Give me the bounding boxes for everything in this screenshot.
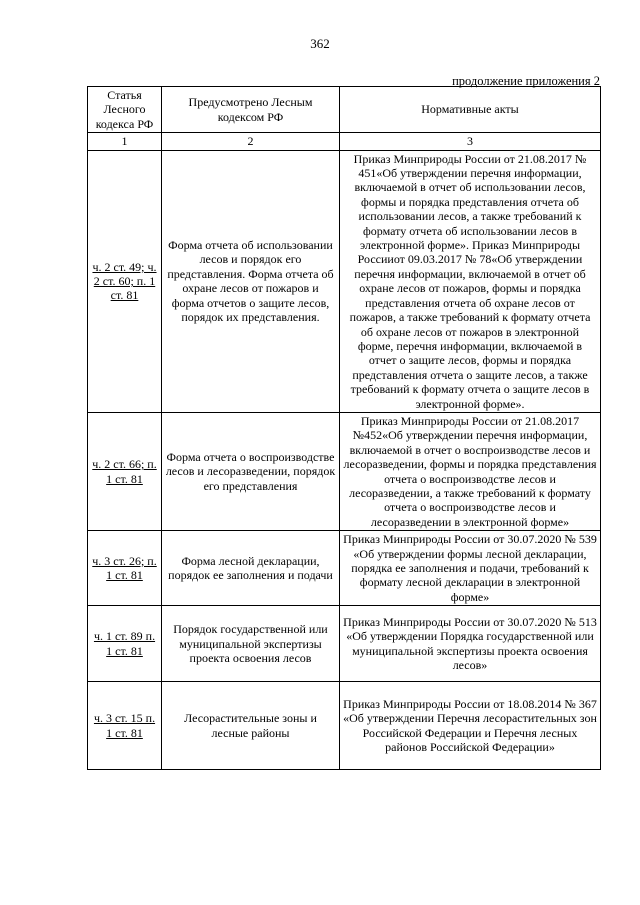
table-row xyxy=(88,682,601,770)
column-number: 2 xyxy=(162,133,340,150)
article-cell: ч. 3 ст. 26; п. 1 ст. 81 xyxy=(88,531,162,606)
continuation-label: продолжение приложения 2 xyxy=(452,74,600,88)
table-row xyxy=(88,150,601,412)
page-number: 362 xyxy=(310,36,330,51)
column-number: 3 xyxy=(340,133,601,150)
acts-cell: Приказ Минприроды России от 30.07.2020 № 513 «Об утверждении Порядка государственной или муниципальной экспертизы проекта освоения лесов» xyxy=(340,606,601,682)
provided-cell: Порядок государственной или муниципальной экспертизы проекта освоения лесов xyxy=(162,606,340,682)
table-row xyxy=(88,412,601,530)
table-header-row xyxy=(88,87,601,133)
column-number-row xyxy=(88,133,601,150)
acts-cell: Приказ Минприроды России от 18.08.2014 № 367 «Об утверждении Перечня лесорастительных зон Российской Федерации и Перечня лесных районов Российской Федерации» xyxy=(340,682,601,770)
provided-cell: Лесорастительные зоны и лесные районы xyxy=(162,682,340,770)
article-cell: ч. 3 ст. 15 п. 1 ст. 81 xyxy=(88,682,162,770)
table-row xyxy=(88,531,601,606)
article-cell: ч. 2 ст. 66; п. 1 ст. 81 xyxy=(88,412,162,530)
acts-cell: Приказ Минприроды России от 30.07.2020 № 539 «Об утверждении формы лесной декларации, порядка ее заполнения и подачи, требований к формату лесной декларации в электронной форме» xyxy=(340,531,601,606)
header-article: Статья Лесного кодекса РФ xyxy=(88,87,162,133)
article-cell: ч. 1 ст. 89 п. 1 ст. 81 xyxy=(88,606,162,682)
header-provided: Предусмотрено Лесным кодексом РФ xyxy=(162,87,340,133)
provided-cell: Форма отчета об использовании лесов и порядок его представления. Форма отчета об охране лесов от пожаров и форма отчетов о защите лесов, порядок их представления. xyxy=(162,150,340,412)
header-acts: Нормативные акты xyxy=(340,87,601,133)
table-row xyxy=(88,606,601,682)
provided-cell: Форма лесной декларации, порядок ее заполнения и подачи xyxy=(162,531,340,606)
acts-cell: Приказ Минприроды России от 21.08.2017 № 451«Об утверждении перечня информации, включаемой в отчет об использовании лесов, формы и порядка представления отчета об использовании лесов, а также требований к формату отчета об использовании лесов в электронной форме». Приказ Минприроды Россииот 09.03.2017 № 78«Об утверждении перечня информации, включаемой в отчет об охране лесов от пожаров, формы и порядка представления отчета об охране лесов от пожаров, а также требований к формату отчета об охране лесов от пожаров в электронной форме, перечня информации, включаемой в отчет о защите лесов, формы и порядка представления отчета о защите лесов, а также требований к формату отчета о защите лесов в электронной форме». xyxy=(340,150,601,412)
article-cell: ч. 2 ст. 49; ч. 2 ст. 60; п. 1 ст. 81 xyxy=(88,150,162,412)
column-number: 1 xyxy=(88,133,162,150)
legal-acts-table xyxy=(87,86,601,770)
acts-cell: Приказ Минприроды России от 21.08.2017 №452«Об утверждении перечня информации, включаемой в отчет о воспроизводстве лесов и лесоразведении, формы и порядка представления отчета о воспроизводстве лесов и лесоразведении, а также требований к формату отчета о воспроизводстве лесов и лесоразведении в электронной форме» xyxy=(340,412,601,530)
provided-cell: Форма отчета о воспроизводстве лесов и лесоразведении, порядок его представления xyxy=(162,412,340,530)
